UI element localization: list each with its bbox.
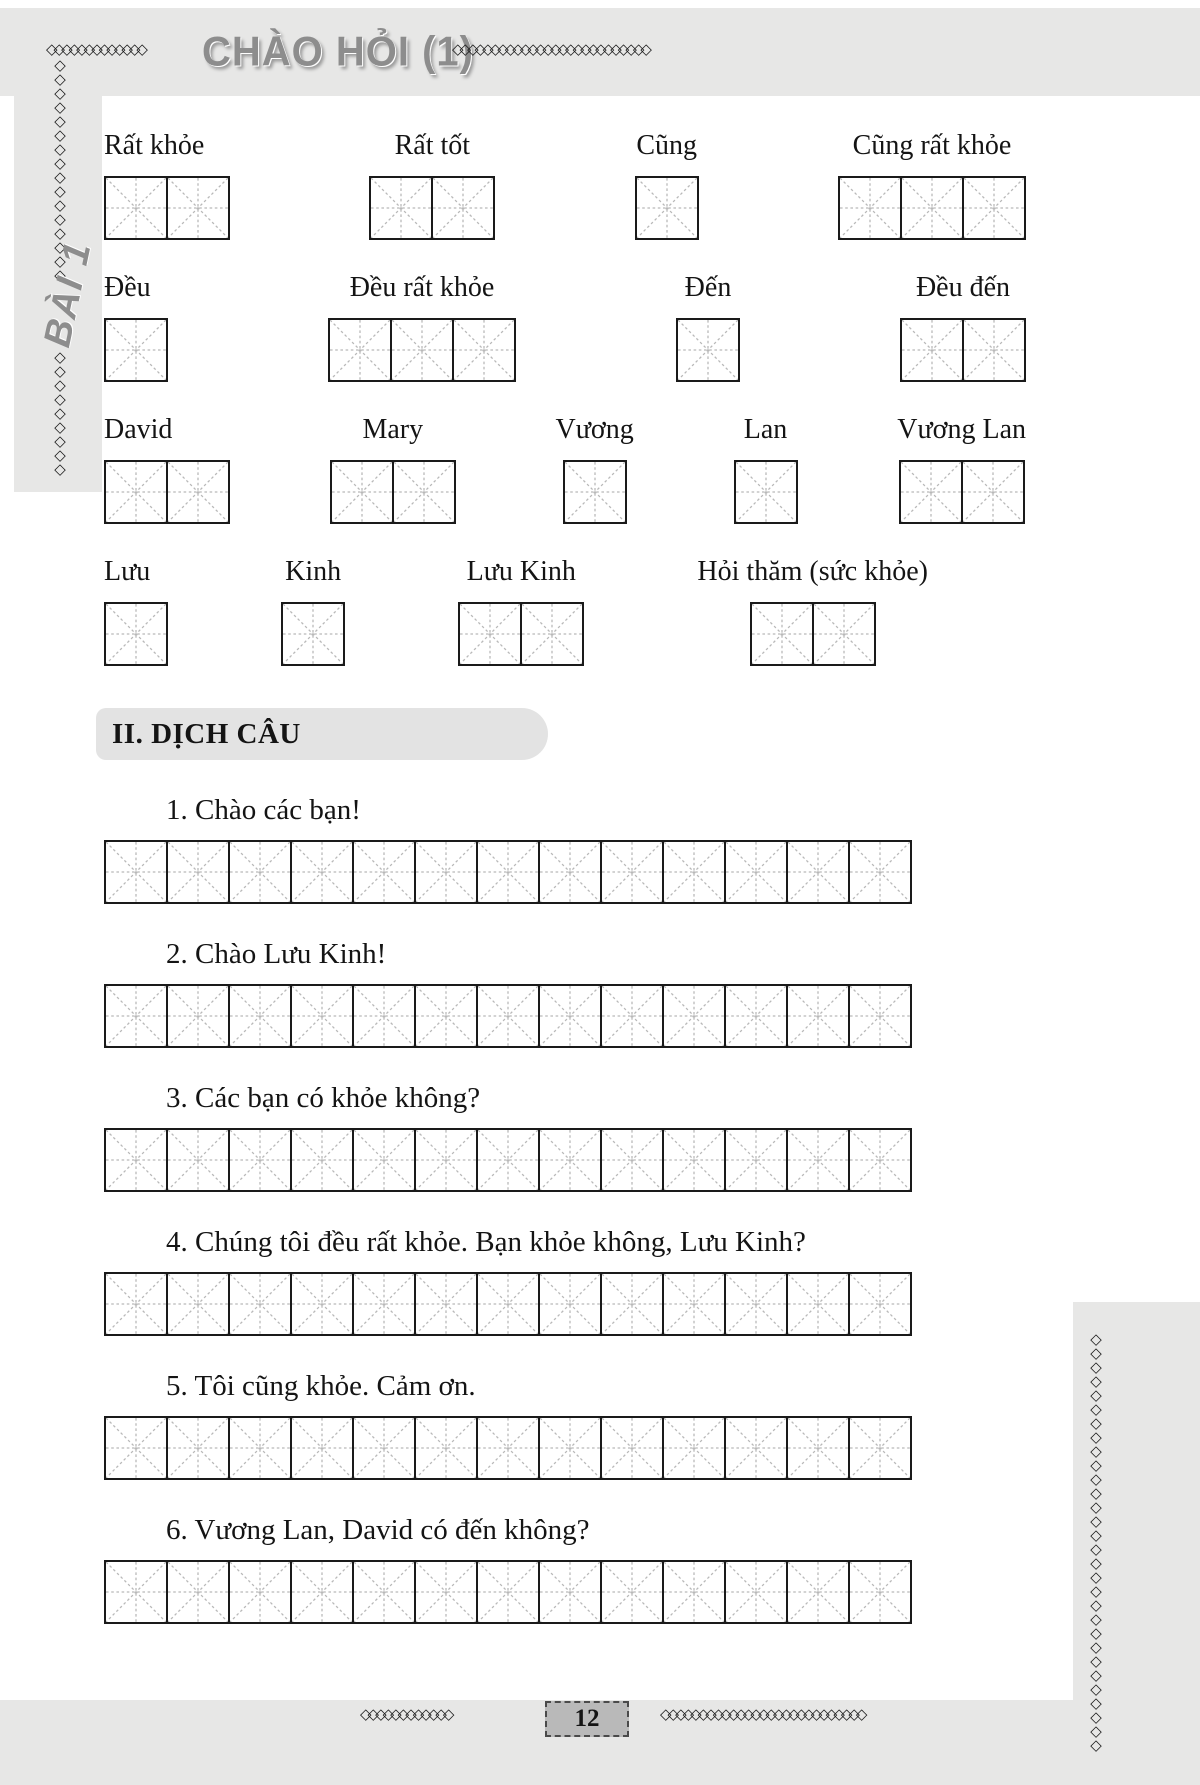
- writing-box: [786, 840, 850, 904]
- writing-box: [962, 176, 1026, 240]
- writing-box: [734, 460, 798, 524]
- writing-box-group: [369, 176, 495, 240]
- vocab-item: [838, 129, 1026, 240]
- writing-box: [392, 460, 456, 524]
- writing-box: [538, 1560, 602, 1624]
- writing-box: [600, 840, 664, 904]
- writing-box: [662, 840, 726, 904]
- vocab-label: Kinh: [285, 556, 342, 587]
- writing-box: [786, 1560, 850, 1624]
- vocab-label: Cũng: [636, 130, 697, 161]
- page-number: 12: [545, 1701, 629, 1737]
- writing-box: [390, 318, 454, 382]
- sentence-block: [104, 1513, 1026, 1624]
- writing-box: [848, 840, 912, 904]
- vocab-item: [676, 271, 740, 382]
- writing-box: [228, 984, 292, 1048]
- writing-box-group: [458, 602, 584, 666]
- writing-box: [228, 1560, 292, 1624]
- writing-box-group: [104, 602, 168, 666]
- writing-box: [600, 984, 664, 1048]
- writing-box: [724, 984, 788, 1048]
- writing-box: [662, 1560, 726, 1624]
- writing-box: [166, 1416, 230, 1480]
- vocab-item: [104, 555, 168, 666]
- writing-box: [838, 176, 902, 240]
- writing-box: [476, 1272, 540, 1336]
- writing-box: [104, 176, 168, 240]
- writing-box-group: [838, 176, 1026, 240]
- writing-box: [352, 1416, 416, 1480]
- writing-box-group: [900, 318, 1026, 382]
- diamond-chain-icon: ◇◇◇◇◇◇◇◇◇◇◇◇◇◇◇◇◇◇◇◇◇◇◇◇◇◇: [452, 40, 648, 58]
- vocab-row: [104, 555, 928, 666]
- writing-box-group: [676, 318, 740, 382]
- writing-box: [352, 1128, 416, 1192]
- writing-box: [786, 984, 850, 1048]
- writing-box: [290, 984, 354, 1048]
- writing-box: [848, 1560, 912, 1624]
- sentence-block: [104, 793, 1026, 904]
- writing-box: [104, 984, 168, 1048]
- diamond-chain-icon: ◇◇◇◇◇◇◇◇◇◇◇◇◇: [46, 40, 144, 58]
- writing-box: [166, 1560, 230, 1624]
- writing-box: [290, 1416, 354, 1480]
- writing-box-group: [281, 602, 345, 666]
- writing-box: [962, 318, 1026, 382]
- writing-box: [104, 1560, 168, 1624]
- writing-box: [600, 1128, 664, 1192]
- writing-box-group: [104, 460, 230, 524]
- writing-box: [290, 1560, 354, 1624]
- writing-box: [538, 1416, 602, 1480]
- writing-box: [724, 1416, 788, 1480]
- writing-box: [166, 460, 230, 524]
- writing-box-group: [330, 460, 456, 524]
- vocab-label: Rất khỏe: [104, 130, 205, 161]
- writing-box: [786, 1416, 850, 1480]
- vocab-item: [556, 413, 634, 524]
- writing-box: [166, 1128, 230, 1192]
- writing-box: [104, 1272, 168, 1336]
- diamond-chain-icon: ◇◇◇◇◇◇◇◇◇◇◇◇◇◇◇◇: [51, 56, 69, 280]
- vocab-item: [328, 271, 516, 382]
- writing-box: [104, 1128, 168, 1192]
- content-area: [104, 95, 1026, 1630]
- writing-box: [431, 176, 495, 240]
- lesson-tab: BÀI 1: [35, 237, 100, 351]
- writing-box: [290, 840, 354, 904]
- vocab-row: [104, 129, 1026, 240]
- writing-box-group: [899, 460, 1025, 524]
- writing-box: [786, 1128, 850, 1192]
- vocabulary-section: [104, 95, 1026, 666]
- writing-box: [330, 460, 394, 524]
- writing-box: [414, 1560, 478, 1624]
- writing-box: [452, 318, 516, 382]
- sentence-text: 4. Chúng tôi đều rất khỏe. Bạn khỏe không, Lưu Kinh?: [166, 1226, 806, 1258]
- writing-box: [600, 1272, 664, 1336]
- writing-box: [369, 176, 433, 240]
- writing-box: [104, 460, 168, 524]
- writing-box: [414, 840, 478, 904]
- writing-box: [290, 1128, 354, 1192]
- writing-box: [104, 1416, 168, 1480]
- writing-box: [900, 318, 964, 382]
- sentence-block: [104, 1225, 1026, 1336]
- writing-box: [476, 984, 540, 1048]
- writing-box: [600, 1560, 664, 1624]
- vocab-label: Vương: [555, 414, 634, 445]
- vocab-label: Vương Lan: [897, 414, 1026, 445]
- writing-box: [563, 460, 627, 524]
- writing-box: [600, 1416, 664, 1480]
- writing-box: [166, 1272, 230, 1336]
- vocab-item: [104, 271, 168, 382]
- writing-box: [538, 984, 602, 1048]
- writing-box: [538, 840, 602, 904]
- writing-box-group: [734, 460, 798, 524]
- writing-box-group: [104, 318, 168, 382]
- vocab-label: Lan: [743, 414, 788, 445]
- writing-box: [166, 840, 230, 904]
- vocab-item: [900, 271, 1026, 382]
- writing-box-row: [104, 1272, 1026, 1336]
- vocab-label: Đều rất khỏe: [349, 272, 495, 303]
- writing-box: [104, 318, 168, 382]
- writing-box: [228, 840, 292, 904]
- writing-box: [228, 1416, 292, 1480]
- writing-box: [538, 1272, 602, 1336]
- diamond-chain-icon: ◇◇◇◇◇◇◇◇◇◇◇◇◇◇◇◇◇◇◇◇◇◇◇◇◇◇◇: [660, 1705, 864, 1723]
- vocab-item: [734, 413, 798, 524]
- vocab-label: Cũng rất khỏe: [852, 130, 1012, 161]
- writing-box: [724, 840, 788, 904]
- writing-box-group: [750, 602, 876, 666]
- writing-box: [476, 1560, 540, 1624]
- sentence-block: [104, 1081, 1026, 1192]
- diamond-chain-icon: ◇◇◇◇◇◇◇◇◇◇◇◇◇◇◇◇◇◇◇◇◇◇◇◇◇◇◇◇◇◇: [1087, 1330, 1105, 1750]
- writing-box: [724, 1128, 788, 1192]
- writing-box: [290, 1272, 354, 1336]
- writing-box: [476, 840, 540, 904]
- writing-box: [635, 176, 699, 240]
- sentence-text: 3. Các bạn có khỏe không?: [166, 1082, 481, 1114]
- writing-box: [458, 602, 522, 666]
- vocab-item: [697, 555, 928, 666]
- writing-box: [662, 984, 726, 1048]
- vocab-row: [104, 271, 1026, 382]
- writing-box-row: [104, 1416, 1026, 1480]
- writing-box: [848, 1128, 912, 1192]
- writing-box: [900, 176, 964, 240]
- writing-box: [750, 602, 814, 666]
- sentence-text: 2. Chào Lưu Kinh!: [166, 938, 387, 970]
- writing-box: [538, 1128, 602, 1192]
- vocab-item: [104, 413, 230, 524]
- writing-box: [414, 1272, 478, 1336]
- vocab-item: [369, 129, 495, 240]
- writing-box: [662, 1128, 726, 1192]
- writing-box: [662, 1272, 726, 1336]
- writing-box: [520, 602, 584, 666]
- sentence-block: [104, 937, 1026, 1048]
- section-heading: II. DỊCH CÂU: [112, 717, 301, 750]
- vocab-item: [897, 413, 1026, 524]
- vocab-label: Đến: [684, 272, 732, 303]
- writing-box: [414, 1416, 478, 1480]
- diamond-chain-icon: ◇◇◇◇◇◇◇◇◇◇◇◇: [360, 1705, 451, 1723]
- writing-box: [166, 984, 230, 1048]
- vocab-item: [330, 413, 456, 524]
- writing-box: [414, 1128, 478, 1192]
- writing-box: [662, 1416, 726, 1480]
- writing-box: [104, 602, 168, 666]
- writing-box: [786, 1272, 850, 1336]
- translation-sentences-section: [104, 793, 1026, 1624]
- writing-box: [352, 1272, 416, 1336]
- vocab-item: [458, 555, 584, 666]
- diamond-chain-icon: ◇◇◇◇◇◇◇◇◇: [51, 348, 69, 474]
- writing-box-row: [104, 984, 1026, 1048]
- vocab-item: [635, 129, 699, 240]
- writing-box: [352, 984, 416, 1048]
- writing-box: [899, 460, 963, 524]
- writing-box: [352, 840, 416, 904]
- writing-box: [228, 1128, 292, 1192]
- vocab-label: Hỏi thăm (sức khỏe): [697, 556, 928, 587]
- vocab-item: [104, 129, 230, 240]
- writing-box: [228, 1272, 292, 1336]
- writing-box: [676, 318, 740, 382]
- writing-box: [328, 318, 392, 382]
- writing-box: [724, 1560, 788, 1624]
- vocab-label: Mary: [362, 414, 424, 445]
- sentence-text: 5. Tôi cũng khỏe. Cảm ơn.: [166, 1370, 476, 1402]
- writing-box: [724, 1272, 788, 1336]
- writing-box: [476, 1416, 540, 1480]
- vocab-label: David: [104, 414, 173, 445]
- writing-box: [281, 602, 345, 666]
- writing-box-group: [104, 176, 230, 240]
- vocab-label: Lưu: [104, 556, 151, 587]
- writing-box-group: [563, 460, 627, 524]
- vocab-label: Lưu Kinh: [466, 556, 576, 587]
- writing-box: [848, 984, 912, 1048]
- vocab-label: Đều: [104, 272, 151, 303]
- vocab-row: [104, 413, 1026, 524]
- writing-box: [414, 984, 478, 1048]
- writing-box: [812, 602, 876, 666]
- writing-box: [104, 840, 168, 904]
- vocab-label: Đều đến: [915, 272, 1011, 303]
- page-title: CHÀO HỎI (1): [202, 28, 474, 76]
- vocab-label: Rất tốt: [394, 130, 471, 161]
- writing-box-group: [635, 176, 699, 240]
- writing-box: [848, 1272, 912, 1336]
- vocab-item: [281, 555, 345, 666]
- sentence-text: 1. Chào các bạn!: [166, 794, 361, 826]
- writing-box-row: [104, 1560, 1026, 1624]
- writing-box-row: [104, 1128, 1026, 1192]
- writing-box: [961, 460, 1025, 524]
- sentence-block: [104, 1369, 1026, 1480]
- writing-box: [848, 1416, 912, 1480]
- writing-box: [476, 1128, 540, 1192]
- section-heading-bar: [96, 708, 548, 760]
- sentence-text: 6. Vương Lan, David có đến không?: [166, 1514, 590, 1546]
- writing-box-group: [328, 318, 516, 382]
- writing-box: [166, 176, 230, 240]
- writing-box-row: [104, 840, 1026, 904]
- writing-box: [352, 1560, 416, 1624]
